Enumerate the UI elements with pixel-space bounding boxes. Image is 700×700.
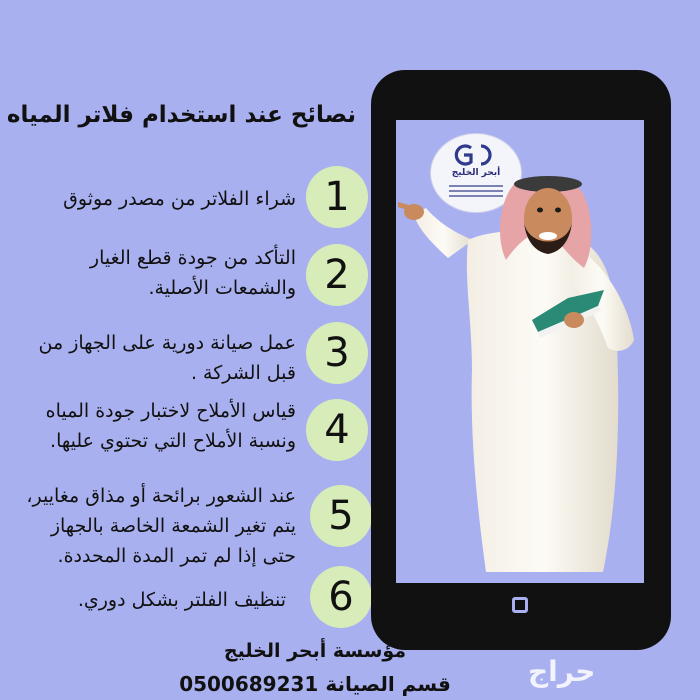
tip-4-line-1: قياس الأملاح لاختبار جودة المياه bbox=[45, 400, 296, 422]
tip-1-line-1: شراء الفلاتر من مصدر موثوق bbox=[63, 188, 296, 210]
tip-5 bbox=[0, 481, 296, 571]
tip-5-number: 5 bbox=[310, 485, 372, 547]
tip-1-number: 1 bbox=[306, 166, 368, 228]
tip-3-number: 3 bbox=[306, 322, 368, 384]
maintenance-department-phone: قسم الصيانة 0500689231 bbox=[179, 672, 451, 696]
tip-1 bbox=[0, 184, 296, 214]
logo-mark-icon bbox=[449, 142, 503, 168]
page-title: نصائح عند استخدام فلاتر المياه bbox=[6, 102, 356, 128]
tip-3-line-1: عمل صيانة دورية على الجهاز من bbox=[38, 332, 296, 354]
tip-2-line-2: والشمعات الأصلية. bbox=[148, 277, 296, 299]
haraj-watermark: حراج bbox=[528, 655, 596, 688]
tip-6 bbox=[0, 585, 286, 615]
man-illustration bbox=[398, 170, 648, 580]
company-name: مؤسسة أبحر الخليج bbox=[223, 640, 407, 662]
tip-2-line-1: التأكد من جودة قطع الغيار bbox=[89, 247, 296, 269]
tip-3 bbox=[0, 328, 296, 388]
tip-2-number: 2 bbox=[306, 244, 368, 306]
tip-5-line-3: حتى إذا لم تمر المدة المحددة. bbox=[57, 545, 296, 567]
tip-2 bbox=[0, 243, 296, 303]
tip-3-line-2: قبل الشركة . bbox=[190, 362, 296, 384]
tip-5-line-1: عند الشعور برائحة أو مذاق مغايير، bbox=[26, 485, 296, 507]
tip-6-number: 6 bbox=[310, 566, 372, 628]
tip-4 bbox=[0, 396, 296, 456]
logo-name: أبحر الخليج bbox=[451, 168, 501, 178]
phone-home-button bbox=[512, 597, 528, 613]
tip-6-line-1: تنظيف الفلتر بشكل دوري. bbox=[77, 589, 286, 611]
tip-5-line-2: يتم تغير الشمعة الخاصة بالجهاز bbox=[50, 515, 296, 537]
tip-4-line-2: ونسبة الأملاح التي تحتوي عليها. bbox=[50, 430, 296, 452]
tip-4-number: 4 bbox=[306, 399, 368, 461]
